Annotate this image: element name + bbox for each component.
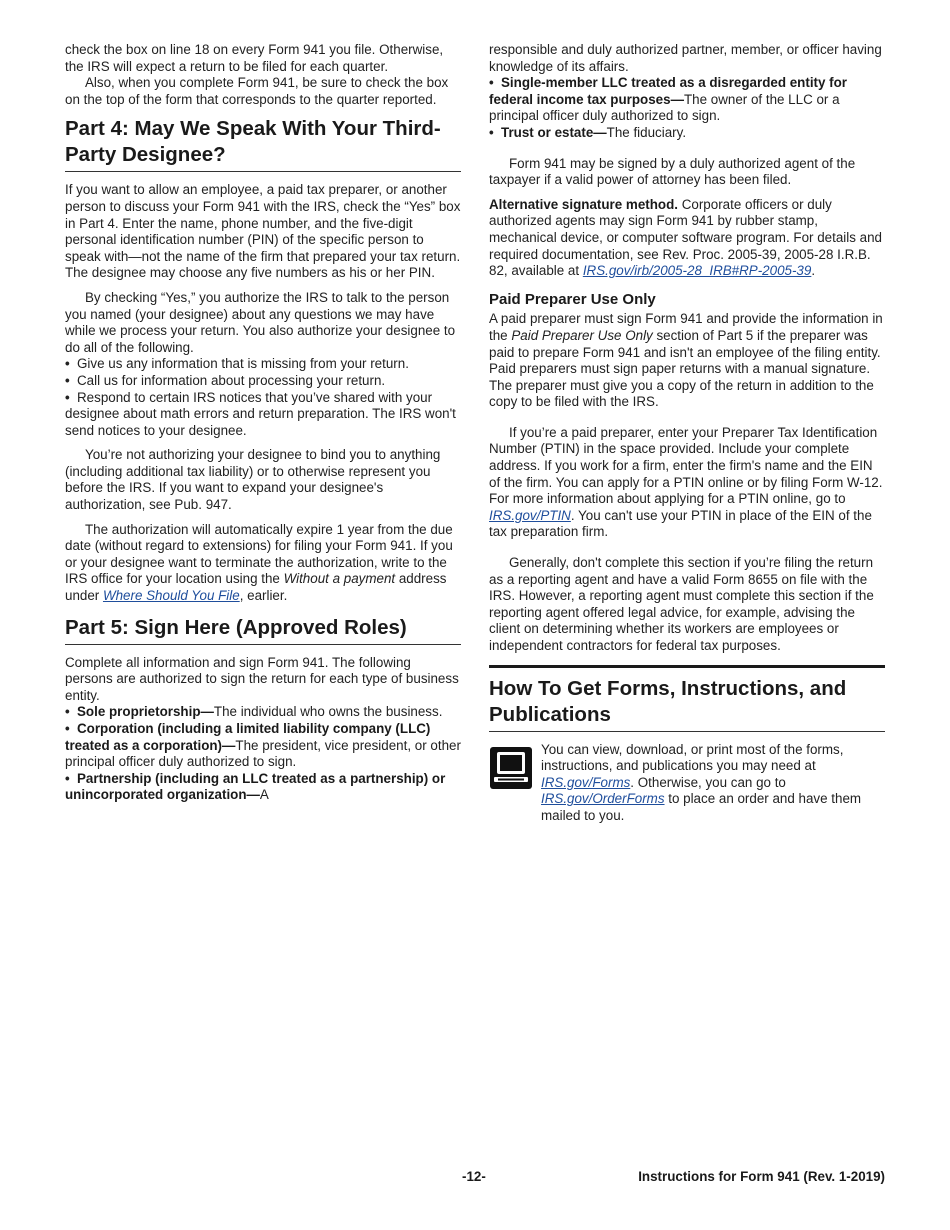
role-item: • Corporation (including a limited liability company (LLC) treated as a corporation)—The president, vice president, or other principal officer duly authorized to sign. (65, 721, 461, 770)
bullet-icon: • (65, 704, 70, 720)
part5-heading: Part 5: Sign Here (Approved Roles) (65, 615, 461, 645)
paragraph: You’re not authorizing your designee to bind you to anything (including additional tax liability) or to otherwise represent you before the IRS. If you want to expand your designee's authorization, see Pub. 947. (65, 447, 441, 513)
bullet-icon: • (65, 770, 70, 786)
paragraph: Complete all information and sign Form 941. The following persons are authorized to sign the return for each type of business entity. (65, 654, 459, 703)
document-title: Instructions for Form 941 (Rev. 1-2019) (638, 1169, 885, 1184)
right-column (489, 42, 885, 825)
role-item: • Single-member LLC treated as a disregarded entity for federal income tax purposes—The owner of the LLC or a principal officer duly authorized to sign. (489, 75, 848, 124)
paragraph: The authorization will automatically expire 1 year from the due date (without regard to extensions) for filing your Form 941. If you or your designee want to terminate the authorization, write to the IRS office for your location using the Without a payment address under Where Should You File, earlier. (65, 521, 453, 604)
paragraph: Form 941 may be signed by a duly authorized agent of the taxpayer if a valid power of attorney has been filed. (489, 155, 856, 188)
bullet-icon: • (65, 372, 70, 388)
paragraph: Alternative signature method. Corporate officers or duly authorized agents may sign Form 941 by rubber stamp, mechanical device, or computer software program. For details and required documentation, see Rev. Proc. 2005-39, 2005-28 I.R.B. 82, available at IRS.gov/irb/2005-28_IRB#RP-2005-39. (489, 196, 882, 279)
page-number: -12- (462, 1169, 486, 1184)
paragraph: You can view, download, or print most of the forms, instructions, and publications you may need at IRS.gov/Forms. Otherwise, you can go to IRS.gov/OrderForms to place an order and have them mailed to you. (541, 741, 862, 823)
paragraph: responsible and duly authorized partner, member, or officer having knowledge of its affairs. (489, 42, 882, 74)
bullet-icon: • (65, 356, 70, 372)
bullet-item: • Respond to certain IRS notices that you’ve shared with your designee about math errors and return preparation. The IRS won't send notices to your designee. (65, 389, 456, 438)
where-should-you-file-link[interactable]: Where Should You File (102, 588, 240, 604)
paragraph: A paid preparer must sign Form 941 and provide the information in the Paid Preparer Use Only section of Part 5 if the preparer was paid to prepare Form 941 and isn't an employee of the filing entity. Paid preparers must sign paper returns with a manual signature. The preparer must give you a copy of the return in addition to the copy to be filed with the IRS. (489, 311, 883, 410)
role-item: • Partnership (including an LLC treated as a partnership) or unincorporated organization—A (65, 770, 446, 803)
part4-heading: Part 4: May We Speak With Your Third-Party Designee? (65, 116, 461, 172)
paid-preparer-heading: Paid Preparer Use Only (489, 290, 656, 308)
role-item: • Trust or estate—The fiduciary. (489, 124, 687, 140)
bullet-icon: • (489, 75, 494, 91)
forms-info (489, 742, 885, 825)
paragraph: Generally, don't complete this section if you’re filing the return as a reporting agent and have a valid Form 8655 on file with the IRS. However, a reporting agent must complete this section if the reporting agent offered legal advice, for example, advising the client on determining whether its workers are employees or independent contractors for federal tax purposes. (489, 555, 874, 653)
order-forms-link[interactable]: IRS.gov/OrderForms (541, 791, 665, 807)
irs-forms-link[interactable]: IRS.gov/Forms (541, 774, 631, 790)
left-column (65, 42, 461, 804)
bullet-item: • Give us any information that is missing from your return. (65, 356, 409, 372)
irb-link[interactable]: IRS.gov/irb/2005-28_IRB#RP-2005-39 (582, 263, 812, 279)
paragraph: If you want to allow an employee, a paid tax preparer, or another person to discuss your Form 941 with the IRS, check the “Yes” box in Part 4. Enter the name, phone number, and the five-digit personal identification number (PIN) of the specific person to speak with—not the name of the firm that prepared your tax return. The designee may choose any five numbers as his or her PIN. (65, 182, 461, 281)
bullet-icon: • (65, 721, 70, 736)
computer-icon (489, 746, 533, 790)
bullet-item: • Call us for information about processing your return. (65, 372, 386, 388)
bullet-icon: • (489, 124, 494, 140)
ptin-link[interactable]: IRS.gov/PTIN (489, 507, 571, 523)
bullet-icon: • (65, 389, 70, 405)
paragraph: Also, when you complete Form 941, be sure to check the box on the top of the form that corresponds to the quarter reported. (65, 75, 449, 107)
forms-heading: How To Get Forms, Instructions, and Publications (489, 665, 885, 732)
role-item: • Sole proprietorship—The individual who owns the business. (65, 704, 443, 720)
paragraph: check the box on line 18 on every Form 941 you file. Otherwise, the IRS will expect a return to be filed for each quarter. (65, 42, 444, 74)
paragraph: By checking “Yes,” you authorize the IRS to talk to the person you named (your designee) about any questions we may have while we process your return. You also authorize your designee to do all of the following. (65, 289, 456, 355)
paragraph: If you’re a paid preparer, enter your Preparer Tax Identification Number (PTIN) in the space provided. Include your complete address. If you work for a firm, enter the firm's name and the EIN of the firm. You can apply for a PTIN online or by filing Form W-12. For more information about applying for a PTIN online, go to IRS.gov/PTIN. You can't use your PTIN in place of the EIN of the tax preparation firm. (489, 424, 883, 540)
